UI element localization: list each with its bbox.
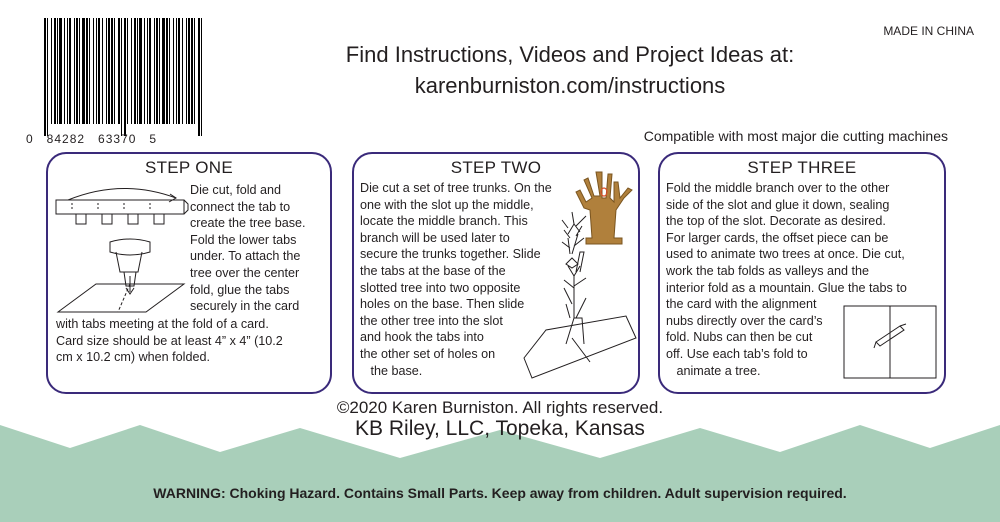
step-two-title: STEP TWO (450, 158, 542, 177)
barcode-bar (106, 18, 107, 124)
barcode-bar (131, 18, 132, 124)
barcode-bar (102, 18, 103, 124)
barcode-bar (69, 18, 71, 124)
barcode-bar (139, 18, 142, 124)
step-one-box (46, 152, 332, 394)
barcode-number: 0 84282 63370 5 (26, 132, 158, 146)
barcode-bar (144, 18, 145, 124)
step-one-line: cm x 10.2 cm) when folded. (56, 350, 210, 365)
barcode-bar (51, 18, 52, 124)
barcode-bar (162, 18, 165, 124)
barcode-bar (154, 18, 155, 124)
step-three-line: animate a tree. (666, 363, 761, 378)
barcode-bar (98, 18, 100, 124)
step-one-line: tree over the center (190, 265, 300, 280)
barcode-bar (96, 18, 97, 124)
step-three-line: used to animate two trees at once. Die cut, (666, 247, 905, 262)
step-three-line: nubs directly over the card’s (666, 313, 823, 328)
barcode-bar (188, 18, 190, 124)
barcode-bar (89, 18, 90, 124)
barcode-bar (169, 18, 170, 124)
step-two-line: secure the trunks together. Slide (360, 247, 541, 262)
barcode-bar (198, 18, 200, 136)
step-three-line: side of the slot and glue it down, sealing (666, 197, 890, 212)
barcode-bar (111, 18, 113, 124)
barcode-bar (149, 18, 151, 124)
barcode-bar (59, 18, 62, 124)
step-two-line: the other set of holes on (360, 346, 496, 361)
compatibility-note: Compatible with most major die cutting machines (643, 128, 948, 144)
step-two-line: holes on the base. Then slide (360, 297, 525, 312)
barcode-bar (74, 18, 75, 124)
barcode-bar (124, 18, 126, 136)
step-two-line: slotted tree into two opposite (360, 280, 521, 295)
step-one-line: securely in the card (190, 299, 300, 314)
barcode-bar (194, 18, 195, 124)
step-one-line: fold, glue the tabs (190, 282, 290, 297)
barcode-bar (186, 18, 187, 124)
barcode-bar (57, 18, 58, 124)
step-two-line: the tabs at the base of the (360, 263, 506, 278)
barcode-bar (182, 18, 183, 124)
instructions-headline: Find Instructions, Videos and Project Ideas at: (345, 42, 795, 67)
barcode-bar (54, 18, 56, 124)
barcode-bar (76, 18, 78, 124)
step-three-box (658, 152, 946, 394)
step-two-line: Die cut a set of tree trunks. On the (360, 181, 552, 195)
choking-warning: WARNING: Choking Hazard. Contains Small Parts. Keep away from children. Adult supervision required. (153, 485, 847, 501)
barcode-bar (64, 18, 65, 124)
barcode-bar (176, 18, 177, 124)
step-three-line: Fold the middle branch over to the other (666, 181, 890, 195)
barcode-bar (114, 18, 115, 124)
barcode-bar (191, 18, 193, 124)
barcode-bar (137, 18, 138, 124)
step-three-line: the card with the alignment (666, 297, 817, 312)
barcode-bar (147, 18, 148, 124)
step-two-line: and hook the tabs into (360, 330, 484, 345)
copyright-line: ©2020 Karen Burniston. All rights reserved. (336, 398, 664, 417)
step-two-line: the other tree into the slot (360, 313, 503, 328)
made-in-label: MADE IN CHINA (883, 24, 974, 38)
step-two-line: locate the middle branch. This (360, 214, 528, 229)
barcode-bar (121, 18, 122, 136)
step-two-line: one with the slot up the middle, (360, 197, 534, 212)
step-one-line: with tabs meeting at the fold of a card. (56, 317, 269, 331)
barcode-bar (159, 18, 160, 124)
step-two-box (352, 152, 640, 394)
barcode-bar (67, 18, 68, 124)
step-two-line: branch will be used later to (360, 230, 510, 245)
barcode-bar (82, 18, 85, 124)
instructions-url[interactable]: karenburniston.com/instructions (414, 73, 726, 98)
step-two-text (360, 180, 640, 379)
company-line: KB Riley, LLC, Topeka, Kansas (355, 417, 645, 440)
step-three-line: the top of the slot. Decorate as desired. (666, 214, 886, 229)
barcode-bar (156, 18, 158, 124)
step-three-line: work the tab folds as valleys and the (666, 263, 870, 278)
barcode-bar (79, 18, 80, 124)
step-three-line: interior fold as a mountain. Glue the tabs to (666, 280, 907, 295)
barcode-bar (134, 18, 136, 124)
step-one-line: Fold the lower tabs (190, 232, 297, 247)
barcode-bar (178, 18, 180, 124)
barcode-bar (127, 18, 128, 124)
step-one-text-wrap (190, 182, 330, 315)
barcode-bar (201, 18, 202, 136)
barcode-icon (44, 18, 204, 136)
step-one-title: STEP ONE (144, 158, 234, 177)
barcode-bar (118, 18, 120, 124)
step-two-line: the base. (360, 363, 423, 378)
tree-base-diagram-icon (52, 180, 194, 320)
step-one-line: Card size should be at least 4” x 4” (10.2 (56, 333, 283, 348)
barcode-bar (108, 18, 110, 124)
barcode-bar (166, 18, 168, 124)
step-one-line: Die cut, fold and (190, 183, 282, 197)
barcode-bar (173, 18, 174, 124)
step-three-line: For larger cards, the offset piece can be (666, 230, 889, 245)
barcode-bar (93, 18, 94, 124)
step-three-line: off. Use each tab’s fold to (666, 346, 808, 361)
step-one-line: create the tree base. (190, 216, 306, 231)
step-three-line: fold. Nubs can then be cut (666, 330, 813, 345)
barcode-bar (47, 18, 48, 136)
step-three-text (666, 180, 948, 379)
barcode-bar (86, 18, 88, 124)
step-one-text-full (56, 316, 332, 366)
step-one-line: under. To attach the (190, 249, 301, 264)
step-one-line: connect the tab to (190, 199, 291, 214)
step-three-title: STEP THREE (747, 158, 857, 177)
barcode-bar (44, 18, 46, 136)
